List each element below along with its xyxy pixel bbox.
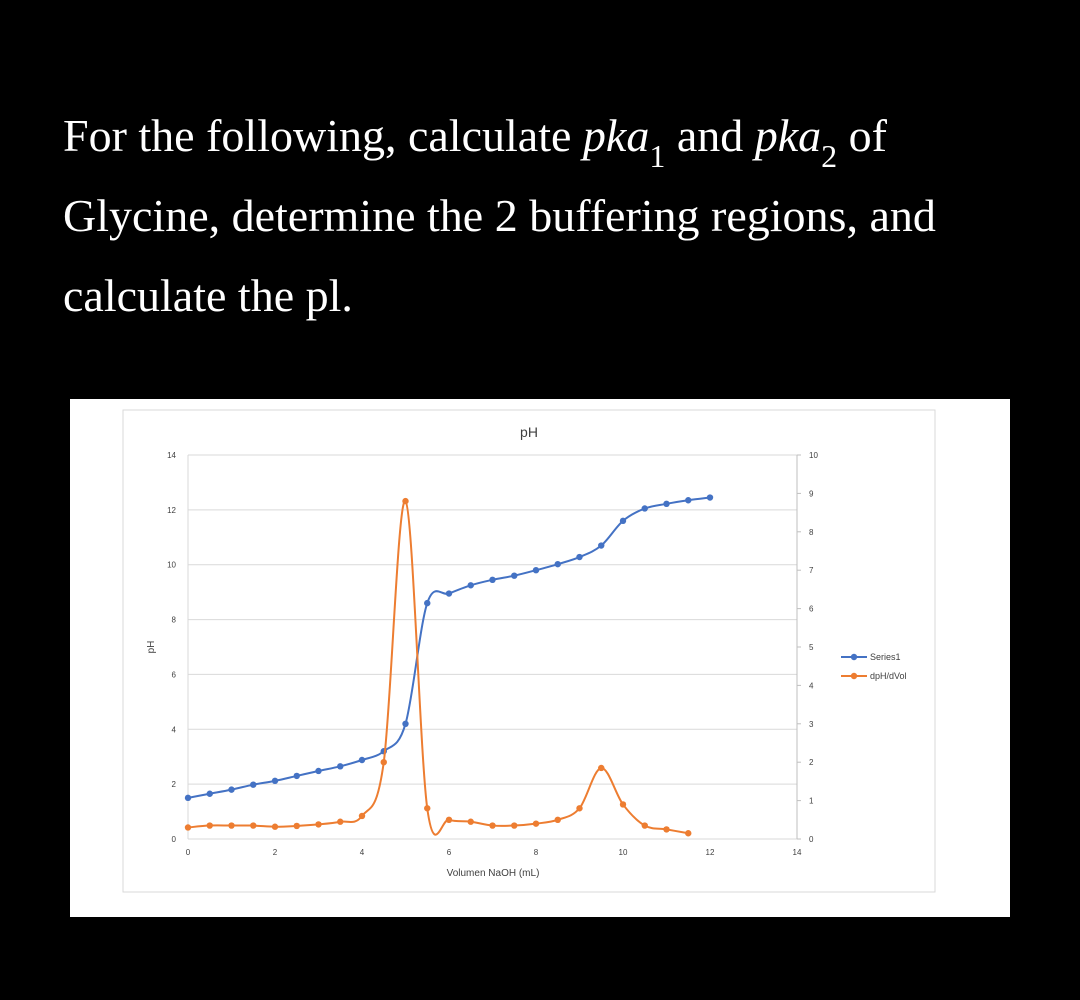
- y-tick-label-12: 12: [167, 505, 176, 515]
- data-point-dph-dvol-16: [533, 820, 539, 826]
- y-tick-label-10: 10: [167, 560, 176, 570]
- x-tick-label-12: 12: [705, 848, 715, 857]
- data-point-dph-dvol-21: [642, 822, 648, 828]
- data-point-dph-dvol-18: [576, 805, 582, 811]
- data-point-series1-15: [511, 572, 517, 578]
- data-point-series1-24: [707, 494, 713, 500]
- data-point-series1-0: [185, 795, 191, 801]
- data-point-series1-7: [337, 763, 343, 769]
- data-point-dph-dvol-1: [207, 822, 213, 828]
- y-tick-label-6: 6: [171, 670, 176, 680]
- data-point-series1-1: [207, 791, 213, 797]
- y2-tick-label-7: 7: [809, 566, 814, 576]
- x-tick-label-0: 0: [185, 848, 191, 857]
- pka2-subscript: 2: [821, 138, 838, 174]
- y2-tick-label-8: 8: [809, 527, 814, 537]
- data-point-dph-dvol-11: [424, 805, 430, 811]
- data-point-dph-dvol-4: [272, 824, 278, 830]
- data-point-series1-5: [294, 773, 300, 779]
- data-point-dph-dvol-13: [468, 819, 474, 825]
- data-point-series1-20: [620, 518, 626, 524]
- y2-tick-label-10: 10: [809, 451, 818, 460]
- chart-figure: [70, 399, 1010, 917]
- titration-chart: [70, 399, 1010, 917]
- pka2-variable: pka: [754, 110, 822, 161]
- y-axis-label: pH: [146, 640, 157, 654]
- question-part1: For the following, calculate: [63, 110, 583, 161]
- x-tick-label-14: 14: [792, 848, 802, 857]
- data-point-series1-4: [272, 778, 278, 784]
- data-point-dph-dvol-22: [663, 826, 669, 832]
- data-point-dph-dvol-3: [250, 822, 256, 828]
- y2-tick-label-3: 3: [809, 719, 814, 729]
- data-point-dph-dvol-2: [228, 822, 234, 828]
- data-point-dph-dvol-20: [620, 801, 626, 807]
- y2-tick-label-6: 6: [809, 604, 814, 614]
- data-point-series1-22: [663, 501, 669, 507]
- y-tick-label-8: 8: [171, 615, 176, 625]
- data-point-dph-dvol-12: [446, 817, 452, 823]
- question-part2: and: [665, 110, 755, 161]
- legend-series1-label: Series1: [870, 652, 901, 662]
- legend-dphdvol-marker: [851, 673, 857, 679]
- y2-tick-label-9: 9: [809, 489, 814, 499]
- data-point-dph-dvol-15: [511, 822, 517, 828]
- data-point-dph-dvol-9: [381, 759, 387, 765]
- x-axis-label: Volumen NaOH (mL): [446, 868, 540, 879]
- data-point-dph-dvol-14: [489, 822, 495, 828]
- data-point-series1-11: [424, 600, 430, 606]
- data-point-series1-3: [250, 781, 256, 787]
- legend-series1-marker: [851, 654, 857, 660]
- chart-title: pH: [520, 424, 538, 440]
- data-point-series1-21: [642, 505, 648, 511]
- data-point-series1-2: [228, 786, 234, 792]
- data-point-series1-8: [359, 757, 365, 763]
- data-point-dph-dvol-8: [359, 813, 365, 819]
- y2-tick-label-1: 1: [809, 796, 814, 806]
- y2-tick-label-0: 0: [809, 835, 814, 844]
- data-point-dph-dvol-7: [337, 819, 343, 825]
- data-point-dph-dvol-10: [402, 498, 408, 504]
- question-part3: of Glycine, determine the 2 buffering regions, and calculate the pl.: [63, 110, 936, 321]
- data-point-dph-dvol-17: [555, 817, 561, 823]
- data-point-dph-dvol-0: [185, 824, 191, 830]
- data-point-series1-16: [533, 567, 539, 573]
- y2-tick-label-5: 5: [809, 643, 814, 652]
- data-point-dph-dvol-19: [598, 765, 604, 771]
- y-tick-label-4: 4: [171, 725, 176, 735]
- data-point-series1-12: [446, 590, 452, 596]
- legend-dphdvol-label: dpH/dVol: [870, 671, 907, 681]
- y-tick-label-14: 14: [167, 451, 176, 460]
- y2-tick-label-2: 2: [809, 758, 814, 768]
- y-tick-label-2: 2: [171, 780, 176, 790]
- pka1-variable: pka: [582, 110, 650, 161]
- question-text: [63, 96, 1053, 336]
- x-tick-label-10: 10: [618, 848, 628, 857]
- x-tick-label-6: 6: [446, 848, 452, 857]
- data-point-series1-19: [598, 542, 604, 548]
- data-point-series1-18: [576, 554, 582, 560]
- x-tick-label-2: 2: [272, 848, 278, 857]
- y-tick-label-0: 0: [171, 835, 176, 844]
- data-point-series1-17: [555, 561, 561, 567]
- data-point-series1-14: [489, 577, 495, 583]
- data-point-series1-6: [315, 768, 321, 774]
- data-point-series1-23: [685, 497, 691, 503]
- x-tick-label-4: 4: [359, 848, 365, 857]
- data-point-series1-10: [402, 721, 408, 727]
- data-point-dph-dvol-6: [315, 821, 321, 827]
- data-point-dph-dvol-23: [685, 830, 691, 836]
- pka1-subscript: 1: [649, 138, 666, 174]
- data-point-series1-13: [468, 582, 474, 588]
- data-point-dph-dvol-5: [294, 823, 300, 829]
- x-tick-label-8: 8: [533, 848, 539, 857]
- y2-tick-label-4: 4: [809, 681, 814, 691]
